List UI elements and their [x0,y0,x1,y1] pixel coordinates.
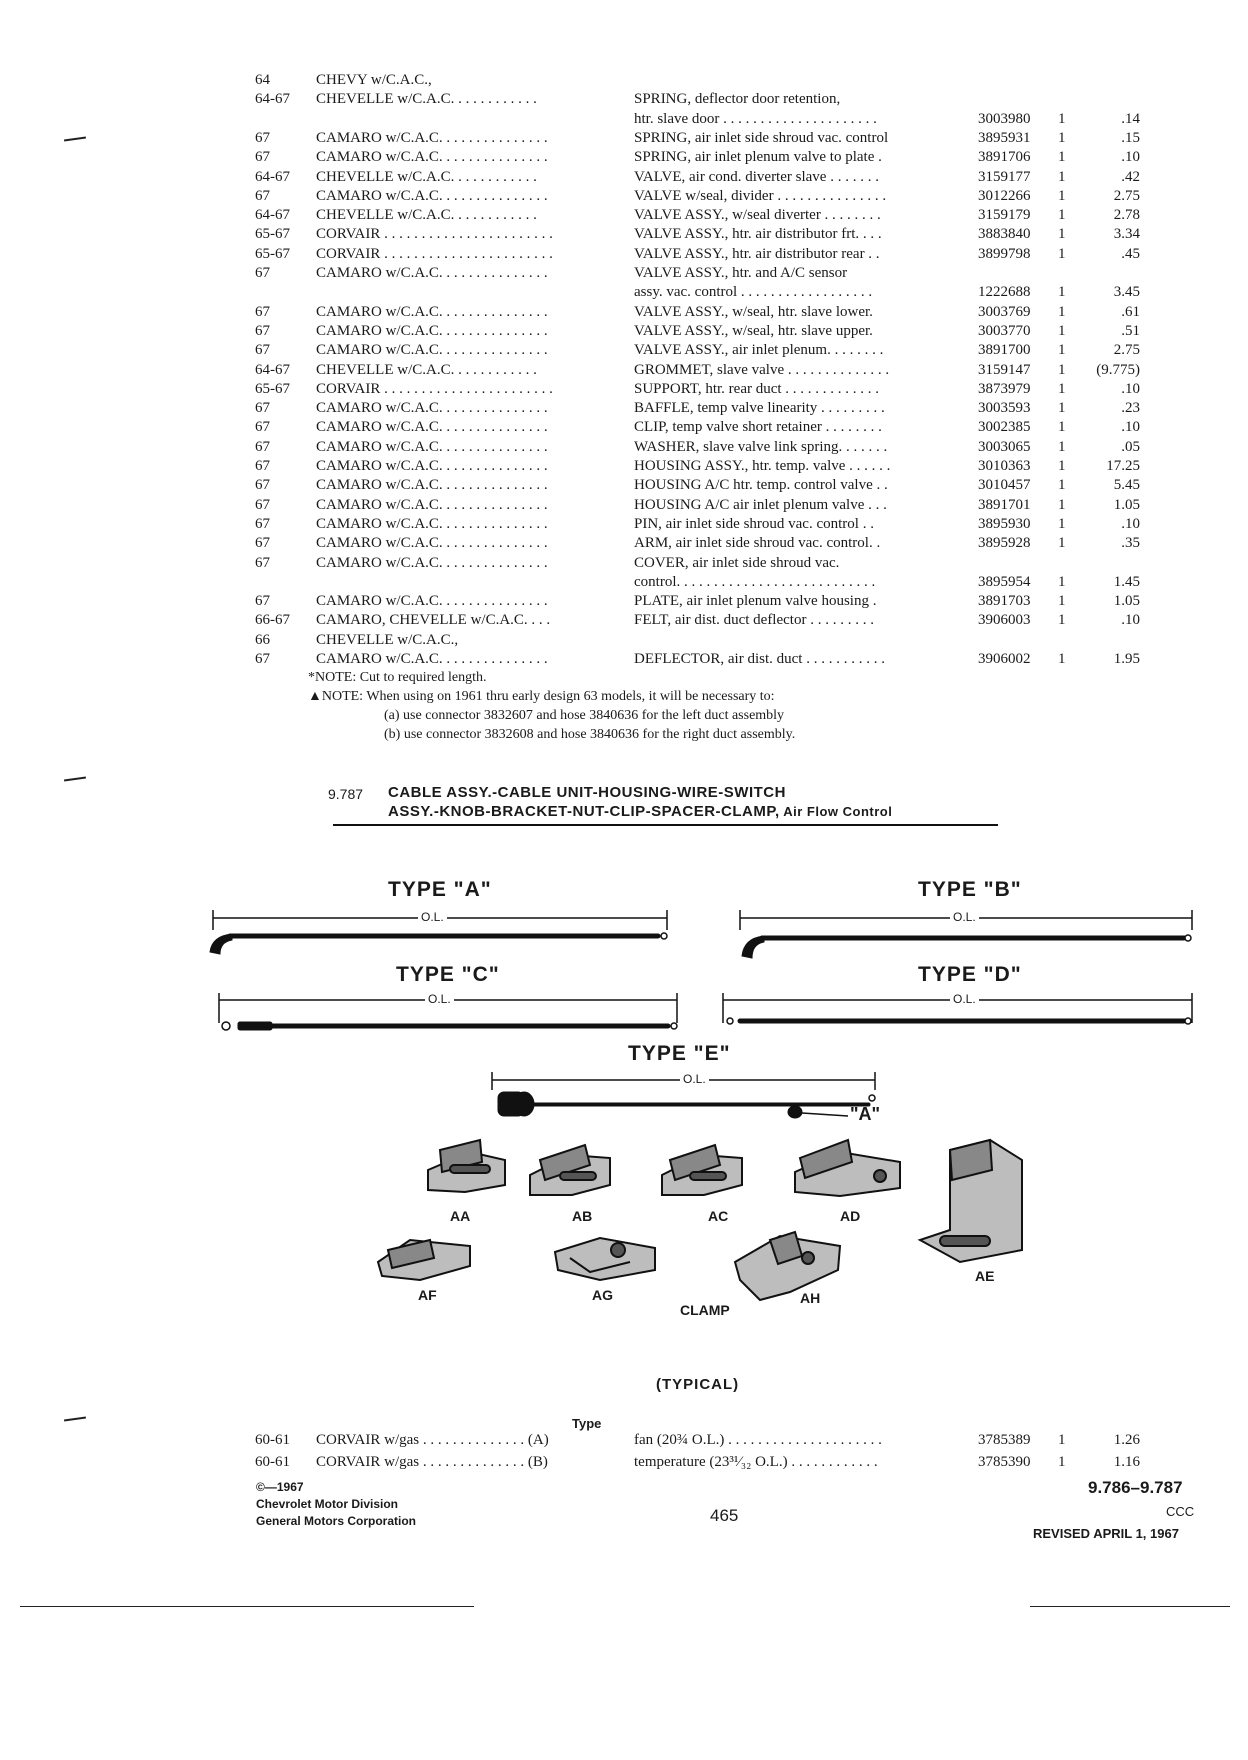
model-cell: CAMARO w/C.A.C. . . . . . . . . . . . . . . [316,515,548,532]
year-cell: 65-67 [255,245,290,262]
bottom-rule-left [20,1606,474,1607]
quantity-cell: 1 [1058,1454,1066,1470]
part-number-cell: 3010457 [978,477,1031,494]
year-cell: 67 [255,535,270,552]
part-number-cell: 3003769 [978,303,1031,320]
part-number-cell: 3002385 [978,419,1031,436]
price-cell: 5.45 [1113,477,1140,494]
description-cell: VALVE ASSY., air inlet plenum. . . . . . . . [634,342,884,359]
price-cell: .51 [1121,322,1140,339]
clip-aa [428,1140,505,1192]
part-label-ac: AC [708,1208,729,1224]
model-cell: CAMARO w/C.A.C. . . . . . . . . . . . . . . [316,303,548,320]
price-cell: .10 [1121,419,1140,436]
year-cell: 60-61 [255,1432,290,1448]
part-label-aa: AA [450,1208,471,1224]
quantity-cell: 1 [1058,149,1066,166]
price-cell: .10 [1121,612,1140,629]
model-cell: CORVAIR . . . . . . . . . . . . . . . . . . . . . . . [316,380,553,397]
year-cell: 64-67 [255,168,290,185]
type-e-label: TYPE "E" [628,1042,731,1065]
year-cell: 67 [255,322,270,339]
description-cell: HOUSING A/C air inlet plenum valve . . . [634,496,887,513]
year-cell: 64-67 [255,361,290,378]
price-cell: .10 [1121,149,1140,166]
description-cell: FELT, air dist. duct deflector . . . . . . . . . [634,612,874,629]
description-cell: PIN, air inlet side shroud vac. control . . [634,515,874,532]
clip-ac [662,1145,742,1195]
note-right-duct: (b) use connector 3832608 and hose 3840636 for the right duct assembly. [384,727,796,742]
year-cell: 66-67 [255,612,290,629]
quantity-cell: 1 [1058,593,1066,610]
price-cell: 1.45 [1113,573,1140,590]
model-cell: CAMARO w/C.A.C. . . . . . . . . . . . . . . [316,342,548,359]
part-number-cell: 3891706 [978,149,1031,166]
clip-ae [920,1140,1022,1262]
copyright: ©—1967 [256,1480,304,1494]
page-number: 465 [710,1506,739,1525]
part-number-cell: 3003065 [978,438,1031,455]
description-cell: HOUSING A/C htr. temp. control valve . . [634,477,888,494]
type-e-a-callout: "A" [850,1104,881,1124]
price-cell: 2.75 [1113,342,1140,359]
part-number-cell: 3891700 [978,342,1031,359]
ol-label-type-d: O.L. [950,992,979,1006]
year-cell: 64-67 [255,91,290,108]
part-number-cell: 3785389 [978,1432,1031,1448]
model-cell: CHEVELLE w/C.A.C., [316,631,459,648]
description-cell: PLATE, air inlet plenum valve housing . [634,593,877,610]
part-number-cell: 3159177 [978,168,1031,185]
corporation-name: General Motors Corporation [256,1514,417,1528]
price-cell: 1.05 [1113,496,1140,513]
year-cell: 67 [255,477,270,494]
quantity-cell: 1 [1058,303,1066,320]
type-a-label: TYPE "A" [388,878,492,901]
part-number-cell: 3873979 [978,380,1031,397]
price-cell: 3.45 [1113,284,1140,301]
price-cell: .35 [1121,535,1140,552]
model-cell: CAMARO w/C.A.C. . . . . . . . . . . . . . . [316,496,548,513]
description-cell: CLIP, temp valve short retainer . . . . . . . . [634,419,882,436]
section-code: CCC [1166,1504,1195,1519]
division-name: Chevrolet Motor Division [256,1497,399,1511]
description-cell: SPRING, deflector door retention, [634,91,841,108]
price-cell: .05 [1121,438,1140,455]
price-cell: 3.34 [1113,226,1140,243]
description-cell: COVER, air inlet side shroud vac. [634,554,840,571]
model-cell: CORVAIR w/gas . . . . . . . . . . . . . . (B) [316,1454,548,1470]
year-cell: 65-67 [255,380,290,397]
part-number-cell: 3159179 [978,207,1031,224]
description-cell: BAFFLE, temp valve linearity . . . . . . . . . [634,400,885,417]
part-number-cell: 3906002 [978,651,1031,667]
year-cell: 64 [255,72,270,88]
part-label-ag: AG [592,1287,613,1303]
model-cell: CAMARO w/C.A.C. . . . . . . . . . . . . . . [316,187,548,204]
year-cell: 64-67 [255,207,290,224]
description-cell: SUPPORT, htr. rear duct . . . . . . . . . . . . . [634,380,880,397]
year-cell: 60-61 [255,1454,290,1470]
model-cell: CHEVELLE w/C.A.C. . . . . . . . . . . . [316,91,537,108]
year-cell: 67 [255,303,270,320]
model-cell: CHEVY w/C.A.C., [316,72,432,88]
quantity-cell: 1 [1058,419,1066,436]
description-cell: HOUSING ASSY., htr. temp. valve . . . . . . [634,458,891,474]
quantity-cell: 1 [1058,535,1066,552]
price-cell: .45 [1121,245,1140,262]
model-cell: CORVAIR . . . . . . . . . . . . . . . . . . . . . . . [316,245,553,262]
year-cell: 67 [255,458,270,474]
type-b-label: TYPE "B" [918,878,1022,901]
section-title-tail: Air Flow Control [779,804,893,819]
part-number-cell: 3159147 [978,361,1031,378]
description-cell: ARM, air inlet side shroud vac. control. . [634,535,881,552]
year-cell: 67 [255,342,270,359]
description-cell: GROMMET, slave valve . . . . . . . . . . . . . . [634,361,890,378]
quantity-cell: 1 [1058,110,1066,127]
section-title-line1: CABLE ASSY.-CABLE UNIT-HOUSING-WIRE-SWITCH [388,784,786,801]
model-cell: CORVAIR . . . . . . . . . . . . . . . . . . . . . . . [316,226,553,243]
clip-clamp-ah [735,1232,840,1300]
model-cell: CAMARO w/C.A.C. . . . . . . . . . . . . . . [316,400,548,417]
year-cell: 67 [255,419,270,436]
ol-label-type-a: O.L. [418,910,447,924]
description-cell: DEFLECTOR, air dist. duct . . . . . . . . . . . [634,651,885,667]
description-cell: SPRING, air inlet side shroud vac. control [634,129,889,146]
description-cell: assy. vac. control . . . . . . . . . . . . . . . . . . [634,284,873,301]
description-cell: VALVE ASSY., w/seal, htr. slave lower. [634,303,873,320]
part-number-cell: 3883840 [978,226,1031,243]
ol-label-type-b: O.L. [950,910,979,924]
quantity-cell: 1 [1058,612,1066,629]
part-number-cell: 1222688 [978,284,1031,301]
part-number-cell: 3891703 [978,593,1031,610]
model-cell: CORVAIR w/gas . . . . . . . . . . . . . . (A) [316,1432,549,1448]
model-cell: CAMARO w/C.A.C. . . . . . . . . . . . . . . [316,322,548,339]
clip-ab [530,1145,610,1195]
model-cell: CAMARO w/C.A.C. . . . . . . . . . . . . . . [316,149,548,166]
price-cell: 1.95 [1113,651,1140,667]
section-number: 9.787 [328,786,364,802]
price-cell: .15 [1121,129,1140,146]
price-cell: 2.78 [1113,207,1140,224]
model-cell: CAMARO w/C.A.C. . . . . . . . . . . . . . . [316,419,548,436]
part-number-cell: 3003770 [978,322,1031,339]
model-cell: CAMARO w/C.A.C. . . . . . . . . . . . . . . [316,438,548,455]
price-cell: .10 [1121,515,1140,532]
price-cell: 2.75 [1113,187,1140,204]
quantity-cell: 1 [1058,438,1066,455]
clip-ad [795,1140,900,1196]
quantity-cell: 1 [1058,458,1066,474]
quantity-cell: 1 [1058,400,1066,417]
type-d-label: TYPE "D" [918,963,1022,986]
year-cell: 67 [255,593,270,610]
year-cell: 67 [255,496,270,513]
year-cell: 66 [255,631,270,648]
model-cell: CHEVELLE w/C.A.C. . . . . . . . . . . . [316,207,537,224]
part-label-ab: AB [572,1208,593,1224]
price-cell: .14 [1121,110,1140,127]
price-cell: (9.775) [1096,361,1140,378]
type-column-header: Type [572,1416,602,1431]
quantity-cell: 1 [1058,168,1066,185]
note-1961-models: ▲NOTE: When using on 1961 thru early design 63 models, it will be necessary to: [308,689,775,704]
year-cell: 67 [255,438,270,455]
description-cell: SPRING, air inlet plenum valve to plate . [634,149,882,166]
quantity-cell: 1 [1058,515,1066,532]
table-row [0,1431,1248,1450]
ol-label-type-e: O.L. [680,1072,709,1086]
description-cell: VALVE ASSY., htr. air distributor frt. . . . [634,226,882,243]
price-cell: .42 [1121,168,1140,185]
quantity-cell: 1 [1058,129,1066,146]
quantity-cell: 1 [1058,651,1066,667]
quantity-cell: 1 [1058,496,1066,513]
description-cell: VALVE w/seal, divider . . . . . . . . . . . . . . . [634,187,887,204]
quantity-cell: 1 [1058,207,1066,224]
clip-ag [555,1238,655,1280]
quantity-cell: 1 [1058,380,1066,397]
model-cell: CHEVELLE w/C.A.C. . . . . . . . . . . . [316,168,537,185]
price-cell: .10 [1121,380,1140,397]
model-cell: CAMARO w/C.A.C. . . . . . . . . . . . . . . [316,554,548,571]
part-number-cell: 3003980 [978,110,1031,127]
year-cell: 67 [255,515,270,532]
quantity-cell: 1 [1058,187,1066,204]
clip-af [378,1240,470,1280]
description-cell: VALVE ASSY., w/seal, htr. slave upper. [634,322,873,339]
part-label-ah: AH [800,1290,821,1306]
description-cell: VALVE ASSY., w/seal diverter . . . . . . . . [634,207,881,224]
price-cell: 17.25 [1106,458,1140,474]
year-cell: 65-67 [255,226,290,243]
year-cell: 67 [255,651,270,667]
price-cell: 1.26 [1113,1432,1140,1448]
year-cell: 67 [255,554,270,571]
quantity-cell: 1 [1058,573,1066,590]
part-number-cell: 3003593 [978,400,1031,417]
year-cell: 67 [255,400,270,417]
year-cell: 67 [255,129,270,146]
price-cell: .61 [1121,303,1140,320]
bottom-rule-right [1030,1606,1230,1607]
model-cell: CAMARO, CHEVELLE w/C.A.C. . . . [316,612,551,629]
type-c-label: TYPE "C" [396,963,500,986]
part-label-ad: AD [840,1208,861,1224]
description-cell: fan (20¾ O.L.) . . . . . . . . . . . . . . . . . . . . . [634,1432,882,1448]
description-cell: VALVE ASSY., htr. and A/C sensor [634,265,848,281]
model-cell: CAMARO w/C.A.C. . . . . . . . . . . . . . . [316,593,548,610]
typical-caption: (TYPICAL) [656,1376,740,1393]
quantity-cell: 1 [1058,477,1066,494]
part-number-cell: 3899798 [978,245,1031,262]
note-cut-length: *NOTE: Cut to required length. [308,670,487,685]
description-cell: control. . . . . . . . . . . . . . . . . . . . . . . . . . . [634,573,876,590]
ol-label-type-c: O.L. [425,992,454,1006]
note-left-duct: (a) use connector 3832607 and hose 3840636 for the left duct assembly [384,708,785,723]
part-label-af: AF [418,1287,437,1303]
model-cell: CHEVELLE w/C.A.C. . . . . . . . . . . . [316,361,537,378]
quantity-cell: 1 [1058,322,1066,339]
part-number-cell: 3895931 [978,129,1031,146]
part-label-clamp: CLAMP [680,1302,730,1318]
part-number-cell: 3785390 [978,1454,1031,1470]
quantity-cell: 1 [1058,245,1066,262]
part-number-cell: 3012266 [978,187,1031,204]
quantity-cell: 1 [1058,1432,1066,1448]
year-cell: 67 [255,149,270,166]
year-cell: 67 [255,187,270,204]
model-cell: CAMARO w/C.A.C. . . . . . . . . . . . . . . [316,477,548,494]
quantity-cell: 1 [1058,361,1066,378]
description-cell: temperature (23³¹⁄₃₂ O.L.) . . . . . . . . . . . . [634,1454,878,1470]
table-row [0,1453,1248,1472]
model-cell: CAMARO w/C.A.C. . . . . . . . . . . . . . . [316,265,548,281]
price-cell: .23 [1121,400,1140,417]
part-number-cell: 3895928 [978,535,1031,552]
description-cell: WASHER, slave valve link spring. . . . . . . [634,438,888,455]
model-cell: CAMARO w/C.A.C. . . . . . . . . . . . . . . [316,651,548,667]
part-label-ae: AE [975,1268,995,1284]
part-number-cell: 3895954 [978,573,1031,590]
part-number-cell: 3895930 [978,515,1031,532]
quantity-cell: 1 [1058,226,1066,243]
year-cell: 67 [255,265,270,281]
section-range: 9.786–9.787 [1088,1478,1183,1497]
price-cell: 1.05 [1113,593,1140,610]
part-number-cell: 3906003 [978,612,1031,629]
price-cell: 1.16 [1113,1454,1140,1470]
revised-date: REVISED APRIL 1, 1967 [1033,1526,1179,1541]
description-cell: htr. slave door . . . . . . . . . . . . . . . . . . . . . [634,110,877,127]
quantity-cell: 1 [1058,284,1066,301]
quantity-cell: 1 [1058,342,1066,359]
part-number-cell: 3891701 [978,496,1031,513]
model-cell: CAMARO w/C.A.C. . . . . . . . . . . . . . . [316,458,548,474]
description-cell: VALVE ASSY., htr. air distributor rear . . [634,245,880,262]
part-number-cell: 3010363 [978,458,1031,474]
model-cell: CAMARO w/C.A.C. . . . . . . . . . . . . . . [316,129,548,146]
description-cell: VALVE, air cond. diverter slave . . . . . . . [634,168,879,185]
section-title-caps: ASSY.-KNOB-BRACKET-NUT-CLIP-SPACER-CLAMP, [388,803,780,820]
model-cell: CAMARO w/C.A.C. . . . . . . . . . . . . . . [316,535,548,552]
